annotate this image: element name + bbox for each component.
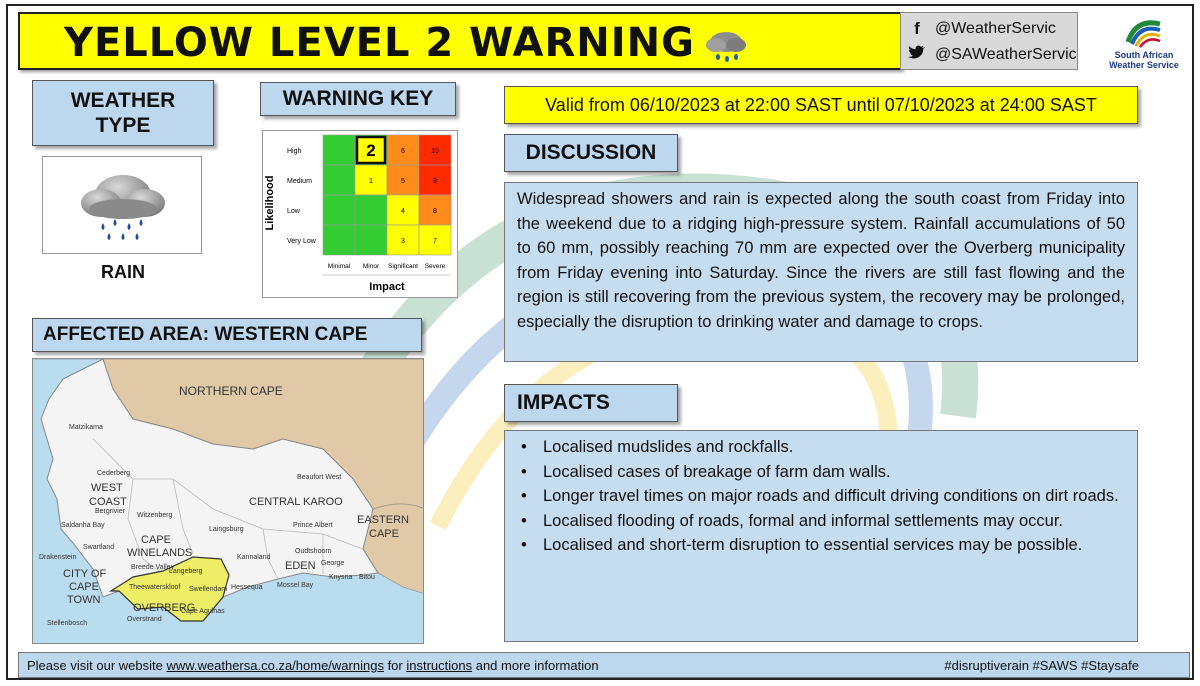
place-label: Bergrivier: [95, 508, 125, 515]
impact-item: • Localised mudslides and rockfalls.: [515, 435, 1125, 460]
place-label: Matzikama: [69, 424, 103, 431]
map-label: CAPE: [141, 534, 171, 546]
place-label: Beaufort West: [297, 474, 342, 481]
weather-type-title-line-2: TYPE: [95, 114, 151, 137]
place-label: Knysna: [329, 574, 353, 581]
map-label: CITY OF: [63, 568, 107, 580]
impact-item: • Localised flooding of roads, formal and informal settlements may occur.: [515, 509, 1125, 534]
map-label: COAST: [89, 496, 127, 508]
warning-poster: [6, 4, 1194, 680]
impacts-list: [515, 435, 1125, 558]
affected-area-map: [32, 358, 424, 644]
place-label: Swellendam: [189, 586, 228, 593]
facebook-handle-text: @WeatherServic: [935, 20, 1056, 37]
discussion-text: Widespread showers and rain is expected along the south coast from Friday into the weekend due to a ridging high-pressure system. Rainfall accumulations of 50 to 60 mm, possibly reaching 70 mm are expected over the Overberg municipality from Friday evening into Saturday. Since the rivers are still fast flowing and the region is still recovering from the previous system, the recovery may be prolonged, especially the disruption to drinking water and damage to crops.: [504, 182, 1138, 362]
map-label: CAPE: [369, 528, 399, 540]
impacts-title: IMPACTS: [504, 384, 678, 422]
affected-area-title: AFFECTED AREA: WESTERN CAPE: [32, 318, 422, 352]
map-label: WEST: [91, 482, 123, 494]
footer-bar: [18, 652, 1190, 678]
weather-type-title-line-1: WEATHER: [70, 89, 176, 112]
logo-line-1: South African: [1114, 50, 1174, 60]
footer-text-mid: for: [383, 657, 407, 673]
map-label: CAPE: [69, 581, 99, 593]
instructions-link[interactable]: instructions: [406, 657, 473, 673]
place-label: Kannaland: [237, 554, 271, 561]
warning-header: [18, 12, 902, 70]
impacts-panel: [504, 430, 1138, 642]
weather-type-label: RAIN: [101, 262, 145, 282]
place-label: Cape Agulhas: [181, 608, 225, 615]
warning-key-title: WARNING KEY: [260, 82, 456, 116]
impact-item: • Localised cases of breakage of farm dam walls.: [515, 460, 1125, 485]
warning-key-level: 9: [433, 178, 437, 185]
saws-emblem-icon: [1098, 12, 1190, 50]
social-handles: [900, 12, 1078, 70]
likelihood-row-label: Very Low: [287, 238, 316, 245]
warning-key-cell: [355, 225, 387, 255]
impact-column-label: Severe: [424, 263, 446, 270]
place-label: Cederberg: [97, 470, 131, 477]
place-label: Swartland: [83, 544, 115, 551]
warning-key-cell: [323, 195, 355, 225]
likelihood-row-label: High: [287, 148, 302, 155]
map-label: OVERBERG: [133, 602, 196, 614]
map-label: CENTRAL KAROO: [249, 496, 343, 508]
warning-key-level: 6: [401, 148, 405, 155]
warning-key-level: 4: [401, 208, 405, 215]
place-label: Stellenbosch: [47, 620, 88, 627]
warning-key-cell: [355, 195, 387, 225]
warning-key-grid: [263, 131, 457, 297]
facebook-handle[interactable]: [907, 19, 1056, 39]
place-label: Theewaterskloof: [129, 584, 181, 591]
weather-type-title: [32, 80, 214, 146]
warning-key-level: 2: [366, 141, 376, 160]
warning-key-cell: [323, 165, 355, 195]
weather-type-image: [42, 156, 202, 254]
impact-column-label: Significant: [388, 263, 418, 270]
warning-key-level: 5: [401, 178, 405, 185]
likelihood-label: Likelihood: [264, 175, 276, 231]
rain-cloud-icon: [702, 26, 752, 66]
hashtags: #disruptiverain #SAWS #Staysafe: [944, 658, 1139, 673]
impact-column-label: Minimal: [327, 263, 351, 270]
place-label: Witzenberg: [137, 512, 173, 519]
place-label: George: [321, 560, 345, 567]
map-label: EASTERN: [357, 514, 409, 526]
saws-logo: [1098, 12, 1190, 70]
map-label: TOWN: [67, 594, 101, 606]
warning-key-level: 7: [433, 238, 437, 245]
facebook-icon: f: [914, 19, 920, 38]
warning-key-matrix: [262, 130, 458, 298]
rain-cloud-icon: [43, 157, 201, 253]
impact-item: • Localised and short-term disruption to essential services may be possible.: [515, 533, 1125, 558]
impact-column-label: Minor: [362, 263, 380, 270]
warning-key-level: 8: [433, 208, 437, 215]
place-label: Bitou: [359, 574, 375, 581]
impact-axis-label: Impact: [369, 281, 405, 293]
place-label: Langeberg: [169, 568, 203, 575]
validity-period: Valid from 06/10/2023 at 22:00 SAST until 07/10/2023 at 24:00 SAST: [504, 86, 1138, 124]
discussion-title: DISCUSSION: [504, 134, 678, 172]
western-cape-map: [33, 359, 424, 644]
website-link[interactable]: www.weathersa.co.za/home/warnings: [166, 657, 384, 673]
warning-key-cell: [323, 135, 355, 165]
warning-key-level: 10: [431, 148, 439, 155]
place-label: Oudtshoorn: [295, 548, 332, 555]
twitter-icon: [907, 45, 927, 65]
twitter-handle-text: @SAWeatherServic: [935, 46, 1077, 63]
footer-text-post: and more information: [472, 657, 599, 673]
logo-line-2: Weather Service: [1109, 60, 1179, 70]
map-label: EDEN: [285, 560, 316, 572]
place-label: Overstrand: [127, 616, 162, 623]
saws-logo-text: [1098, 50, 1190, 70]
place-label: Laingsburg: [209, 526, 244, 533]
place-label: Prince Albert: [293, 522, 333, 529]
map-label: NORTHERN CAPE: [179, 384, 283, 398]
place-label: Hessequa: [231, 584, 263, 591]
twitter-handle[interactable]: [907, 45, 1077, 65]
footer-text-pre: Please visit our website: [27, 657, 167, 673]
place-label: Mossel Bay: [277, 582, 314, 589]
place-label: Drakenstein: [39, 554, 77, 561]
warning-key-cell: [323, 225, 355, 255]
warning-key-level: 1: [369, 178, 373, 185]
warning-key-level: 3: [401, 238, 405, 245]
warning-title: YELLOW LEVEL 2 WARNING: [64, 20, 695, 66]
map-label: WINELANDS: [127, 547, 193, 559]
likelihood-row-label: Low: [287, 208, 300, 215]
place-label: Saldanha Bay: [61, 522, 105, 529]
place-label: Breede Valley: [131, 564, 175, 571]
impact-item: • Longer travel times on major roads and difficult driving conditions on dirt roads.: [515, 484, 1125, 509]
likelihood-row-label: Medium: [287, 178, 312, 185]
